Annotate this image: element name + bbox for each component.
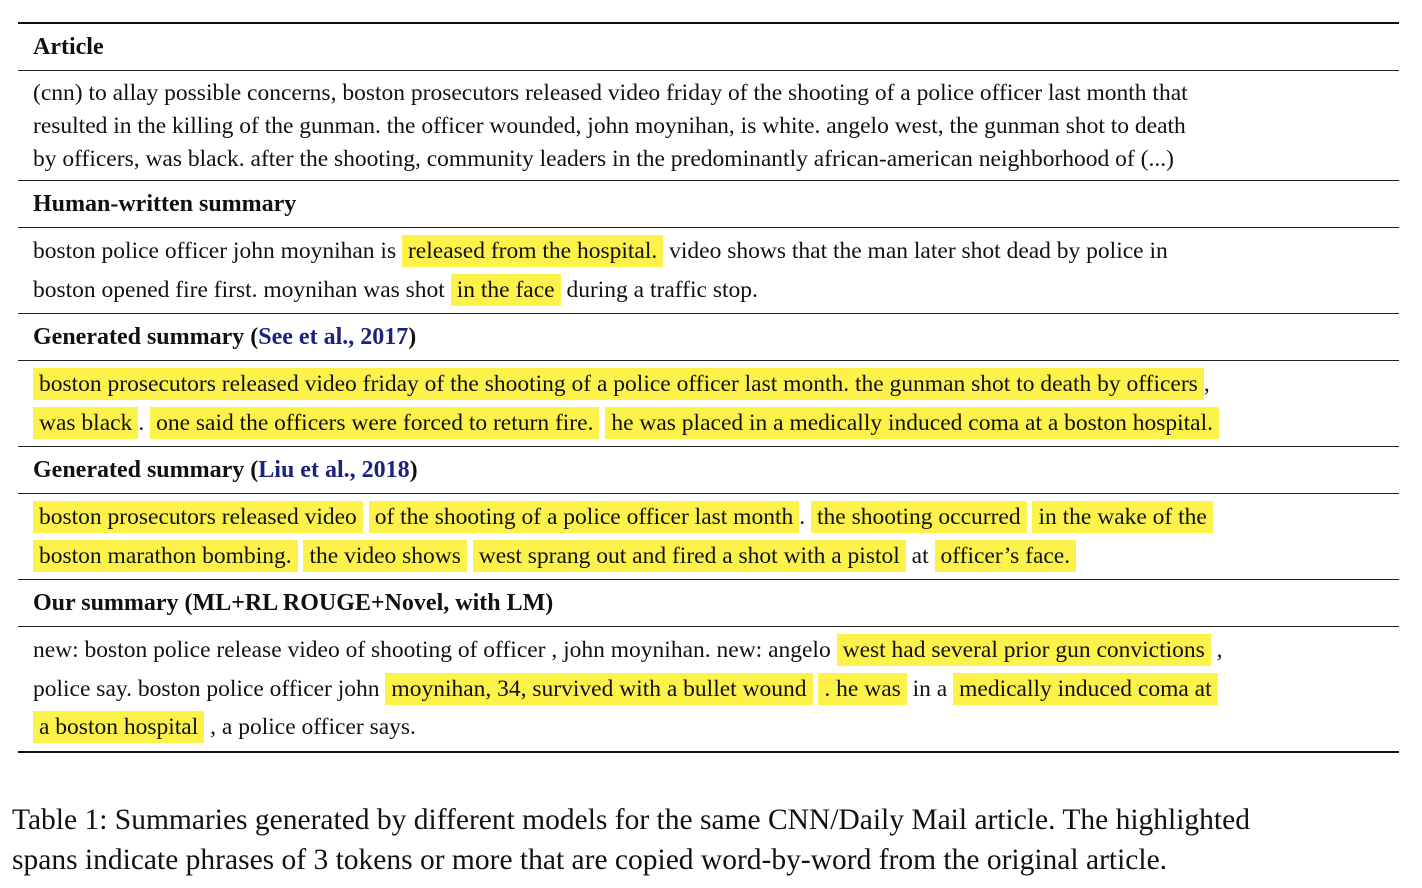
human-summary-text	[18, 228, 1399, 313]
summary-comparison-table	[18, 22, 1399, 753]
copied-span-highlight: of the shooting of a police officer last month	[369, 501, 800, 533]
liu-summary-text	[18, 494, 1399, 579]
heading-text: Generated summary (	[33, 324, 259, 350]
human-summary-heading: Human-written summary	[33, 191, 297, 217]
summary-line	[33, 404, 1385, 443]
plain-text: during a traffic stop.	[560, 276, 758, 303]
plain-text: new: boston police release video of shooting of officer , john moynihan. new: angelo	[33, 637, 837, 663]
copied-span-highlight: released from the hospital.	[402, 235, 663, 267]
copied-span-highlight: west sprang out and fired a shot with a pistol	[473, 540, 906, 572]
copied-span-highlight: in the face	[451, 274, 561, 306]
copied-span-highlight: one said the officers were forced to return fire.	[150, 407, 599, 439]
summary-line	[33, 498, 1385, 537]
copied-span-highlight: boston prosecutors released video friday of the shooting of a police officer last month. the gunman shot to death by officers	[33, 368, 1204, 400]
citation-link-see[interactable]: See et al., 2017	[258, 324, 409, 350]
copied-span-highlight: moynihan, 34, survived with a bullet wound	[385, 673, 812, 705]
copied-span-highlight: the shooting occurred	[811, 501, 1027, 533]
copied-span-highlight: . he was	[818, 673, 906, 705]
plain-text: .	[799, 504, 811, 530]
summary-line	[33, 537, 1385, 576]
plain-text	[363, 504, 369, 530]
plain-text: boston opened fire first. moynihan was shot	[33, 276, 451, 303]
plain-text: .	[138, 409, 151, 436]
summary-line	[33, 232, 1385, 271]
summary-line	[33, 670, 1385, 709]
citation-link-liu[interactable]: Liu et al., 2018	[258, 457, 410, 483]
bottom-rule	[18, 751, 1399, 753]
copied-span-highlight: a boston hospital	[33, 711, 204, 743]
article-heading: Article	[33, 34, 104, 60]
copied-span-highlight: boston prosecutors released video	[33, 501, 363, 533]
heading-text: Generated summary (	[33, 457, 259, 483]
summary-line	[33, 271, 1385, 310]
plain-text: ,	[1203, 371, 1210, 397]
article-line: resulted in the killing of the gunman. the officer wounded, john moynihan, is white. angelo west, the gunman shot to death	[33, 113, 1186, 139]
copied-span-highlight: was black	[33, 407, 138, 439]
our-summary-text	[18, 627, 1399, 751]
article-line: (cnn) to allay possible concerns, boston prosecutors released video friday of the shooting of a police officer last month that	[33, 80, 1188, 106]
copied-span-highlight: he was placed in a medically induced coma at a boston hospital.	[605, 407, 1219, 439]
plain-text: , a police officer says.	[204, 714, 416, 740]
summary-line	[33, 365, 1385, 404]
see-summary-text	[18, 361, 1399, 446]
copied-span-highlight: in the wake of the	[1032, 501, 1212, 533]
our-summary-heading: Our summary (ML+RL ROUGE+Novel, with LM)	[33, 590, 554, 616]
see-summary-heading	[18, 314, 1399, 360]
article-line: by officers, was black. after the shooting, community leaders in the predominantly african-american neighborhood of (...)	[33, 146, 1174, 172]
summary-line	[33, 631, 1385, 670]
plain-text: police say. boston police officer john	[33, 675, 386, 702]
copied-span-highlight: officer’s face.	[935, 540, 1077, 572]
heading-text: )	[409, 457, 418, 483]
heading-text: )	[408, 324, 417, 350]
plain-text: in a	[906, 675, 954, 702]
copied-span-highlight: the video shows	[303, 540, 466, 572]
plain-text: ,	[1210, 637, 1223, 663]
article-text	[18, 71, 1399, 180]
plain-text: video shows that the man later shot dead by police in	[663, 238, 1168, 264]
caption-line: Table 1: Summaries generated by different models for the same CNN/Daily Mail article. The highlighted	[12, 804, 1250, 836]
caption-line: spans indicate phrases of 3 tokens or more that are copied word-by-word from the original article.	[12, 844, 1168, 876]
summary-line	[33, 708, 1385, 747]
copied-span-highlight: boston marathon bombing.	[33, 540, 298, 572]
plain-text: at	[905, 542, 935, 569]
plain-text	[467, 543, 473, 569]
copied-span-highlight: medically induced coma at	[953, 673, 1218, 705]
copied-span-highlight: west had several prior gun convictions	[837, 634, 1211, 666]
plain-text: boston police officer john moynihan is	[33, 238, 402, 264]
liu-summary-heading	[18, 447, 1399, 493]
table-caption	[12, 800, 1417, 880]
